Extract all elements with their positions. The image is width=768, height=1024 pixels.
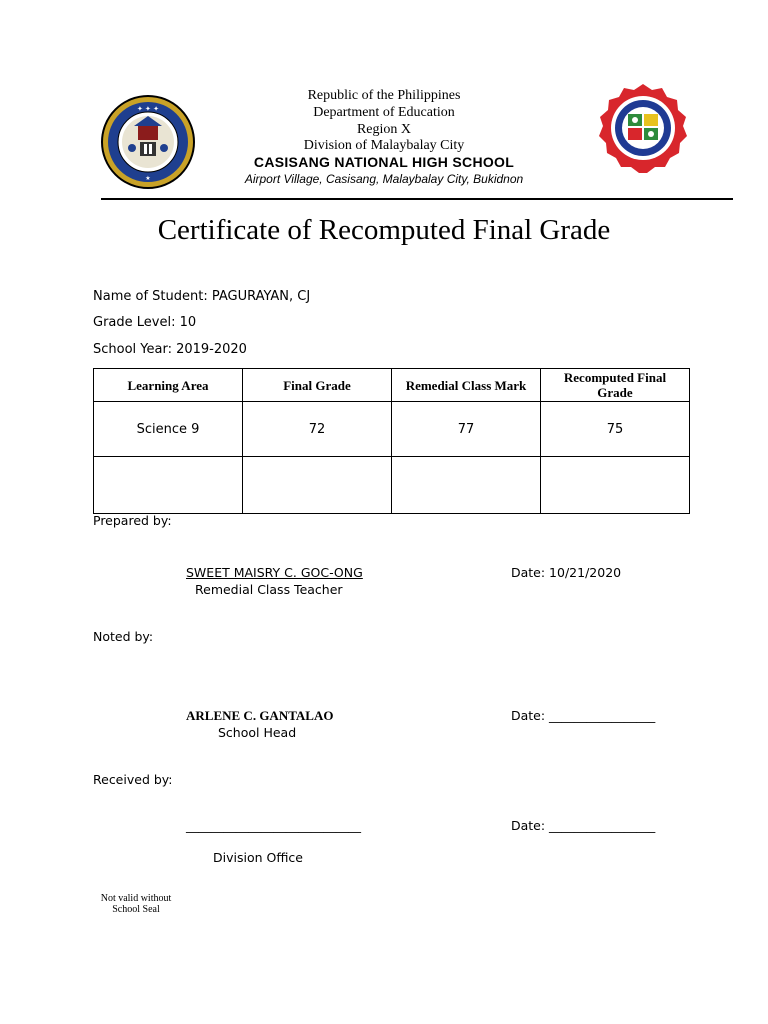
received-by-label: Received by: <box>93 772 173 787</box>
noted-by-name: ARLENE C. GANTALAO <box>186 708 334 723</box>
cell-learning-area <box>94 457 243 514</box>
school-address: Airport Village, Casisang, Malaybalay City, Bukidnon <box>244 172 524 186</box>
division-office: Division Office <box>213 850 303 865</box>
header-divider <box>101 198 733 200</box>
cell-final-grade: 72 <box>243 402 392 457</box>
svg-text:✦ ✦ ✦: ✦ ✦ ✦ <box>136 105 160 113</box>
header-region: Region X <box>356 122 412 137</box>
table-header-row <box>94 369 690 402</box>
header-recomputed-grade: Recomputed Final Grade <box>541 369 690 402</box>
cell-learning-area: Science 9 <box>94 402 243 457</box>
prepared-by-name: SWEET MAISRY C. GOC-ONG <box>186 565 363 580</box>
cell-final-grade <box>243 457 392 514</box>
noted-by-role: School Head <box>218 725 297 740</box>
header-department: Department of Education <box>313 105 455 120</box>
cell-recomputed-grade: 75 <box>541 402 690 457</box>
certificate-title: Certificate of Recomputed Final Grade <box>157 214 611 246</box>
school-name: CASISANG NATIONAL HIGH SCHOOL <box>253 154 515 170</box>
prepared-date: Date: 10/21/2020 <box>511 565 622 580</box>
svg-text:★: ★ <box>145 175 151 182</box>
cell-remedial-mark <box>392 457 541 514</box>
header-remedial-mark: Remedial Class Mark <box>392 369 541 402</box>
table-row <box>94 457 690 514</box>
note-line-1: Not valid without <box>100 893 172 904</box>
note-line-2: School Seal <box>112 904 160 915</box>
cell-remedial-mark: 77 <box>392 402 541 457</box>
header-learning-area: Learning Area <box>94 369 243 402</box>
prepared-by-label: Prepared by: <box>93 513 172 528</box>
received-signature-line: ____________________________ <box>186 818 361 833</box>
school-year: School Year: 2019-2020 <box>93 342 247 357</box>
noted-by-label: Noted by: <box>93 629 154 644</box>
grades-table <box>93 368 690 514</box>
header-final-grade: Final Grade <box>243 369 392 402</box>
cell-recomputed-grade <box>541 457 690 514</box>
header-republic: Republic of the Philippines <box>307 88 461 103</box>
received-date: Date: _________________ <box>511 818 656 833</box>
grade-level: Grade Level: 10 <box>93 315 197 330</box>
table-row <box>94 402 690 457</box>
prepared-by-role: Remedial Class Teacher <box>195 582 343 597</box>
student-name: Name of Student: PAGURAYAN, CJ <box>93 289 311 304</box>
seal-validity-note <box>86 893 186 915</box>
header-division: Division of Malaybalay City <box>303 138 465 153</box>
noted-date: Date: _________________ <box>511 708 656 723</box>
